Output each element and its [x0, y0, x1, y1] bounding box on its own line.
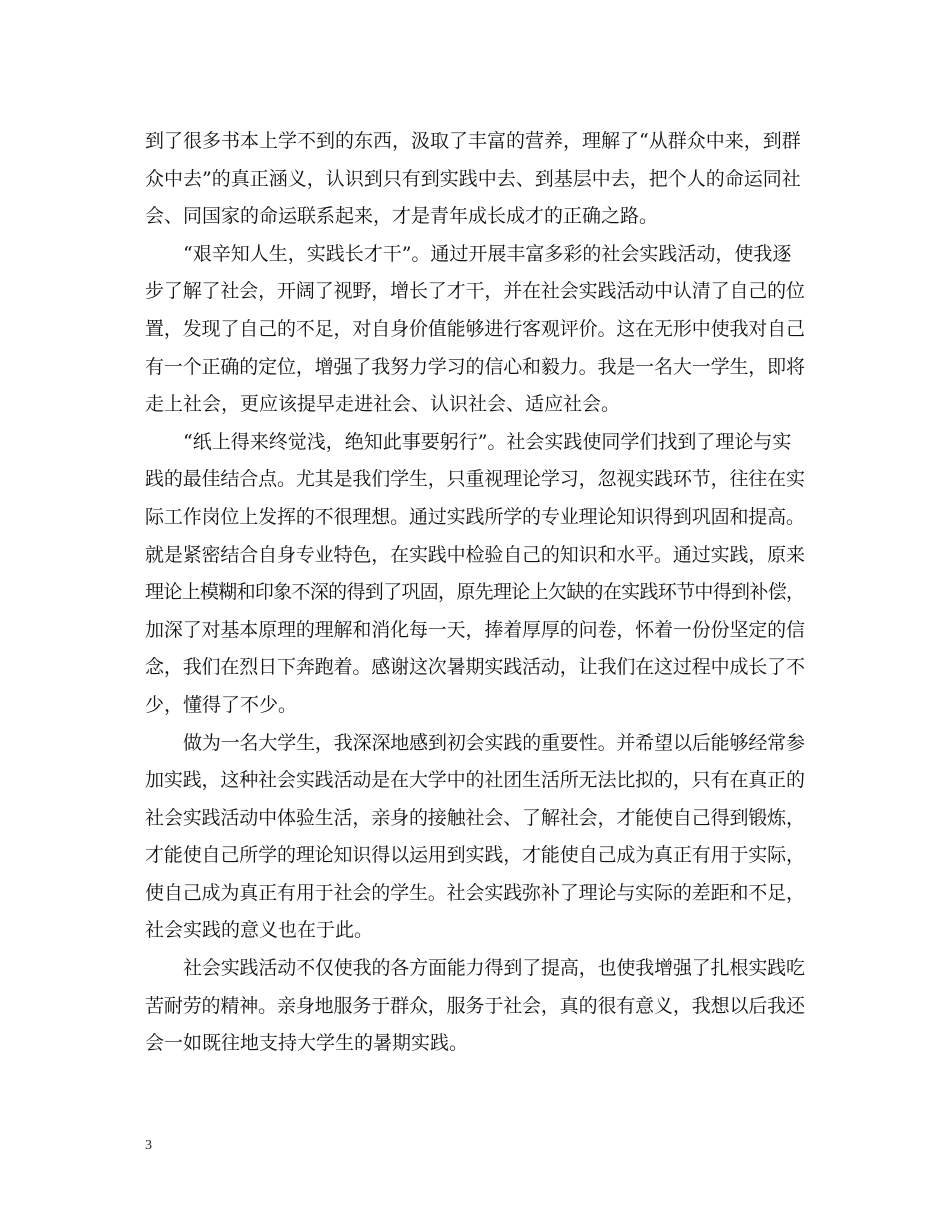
text-line: “艰辛知人生，实践长才干”。通过开展丰富多彩的社会实践活动，使我逐	[183, 242, 792, 265]
text-line: 加实践，这种社会实践活动是在大学中的社团生活所无法比拟的，只有在真正的	[145, 769, 805, 792]
text-line: 使自己成为真正有用于社会的学生。社会实践弥补了理论与实际的差距和不足，	[145, 881, 805, 904]
text-line: 众中去”的真正涵义，认识到只有到实践中去、到基层中去，把个人的命运同社	[145, 167, 801, 190]
text-line: 走上社会，更应该提早走进社会、认识社会、适应社会。	[145, 393, 621, 416]
text-line: 会、同国家的命运联系起来，才是青年成长成才的正确之路。	[145, 205, 659, 228]
text-line: 做为一名大学生，我深深地感到初会实践的重要性。并希望以后能够经常参	[183, 731, 805, 754]
text-line: 会一如既往地支持大学生的暑期实践。	[145, 1032, 469, 1055]
document-body	[145, 123, 805, 1063]
text-line: 才能使自己所学的理论知识得以运用到实践，才能使自己成为真正有用于实际，	[145, 844, 805, 867]
text-line: 就是紧密结合自身专业特色，在实践中检验自己的知识和水平。通过实践，原来	[145, 543, 805, 566]
text-line: 社会实践活动不仅使我的各方面能力得到了提高，也使我增强了扎根实践吃	[183, 957, 805, 980]
text-line: 步了解了社会，开阔了视野，增长了才干，并在社会实践活动中认清了自己的位	[145, 280, 805, 303]
text-line: 到了很多书本上学不到的东西，汲取了丰富的营养，理解了“从群众中来，到群	[145, 130, 801, 152]
text-line: 践的最佳结合点。尤其是我们学生，只重视理论学习，忽视实践环节，往往在实	[145, 468, 805, 491]
text-line: 际工作岗位上发挥的不很理想。通过实践所学的专业理论知识得到巩固和提高。	[145, 505, 805, 528]
text-line: 社会实践的意义也在于此。	[145, 919, 374, 942]
text-line: 苦耐劳的精神。亲身地服务于群众，服务于社会，真的很有意义，我想以后我还	[145, 994, 805, 1017]
text-line: 念，我们在烈日下奔跑着。感谢这次暑期实践活动，让我们在这过程中成长了不	[145, 656, 805, 679]
text-line: 理论上模糊和印象不深的得到了巩固，原先理论上欠缺的在实践环节中得到补偿，	[145, 581, 805, 604]
text-line: 置，发现了自己的不足，对自身价值能够进行客观评价。这在无形中使我对自己	[145, 317, 805, 340]
text-line: 少，懂得了不少。	[145, 693, 298, 716]
text-line: “纸上得来终觉浅，绝知此事要躬行”。社会实践使同学们找到了理论与实	[183, 430, 792, 453]
text-line: 加深了对基本原理的理解和消化每一天，捧着厚厚的问卷，怀着一份份坚定的信	[145, 618, 805, 641]
page-number: 3	[145, 1138, 152, 1153]
text-line: 有一个正确的定位，增强了我努力学习的信心和毅力。我是一名大一学生，即将	[145, 355, 805, 378]
text-line: 社会实践活动中体验生活，亲身的接触社会、了解社会，才能使自己得到锻炼，	[145, 806, 805, 829]
